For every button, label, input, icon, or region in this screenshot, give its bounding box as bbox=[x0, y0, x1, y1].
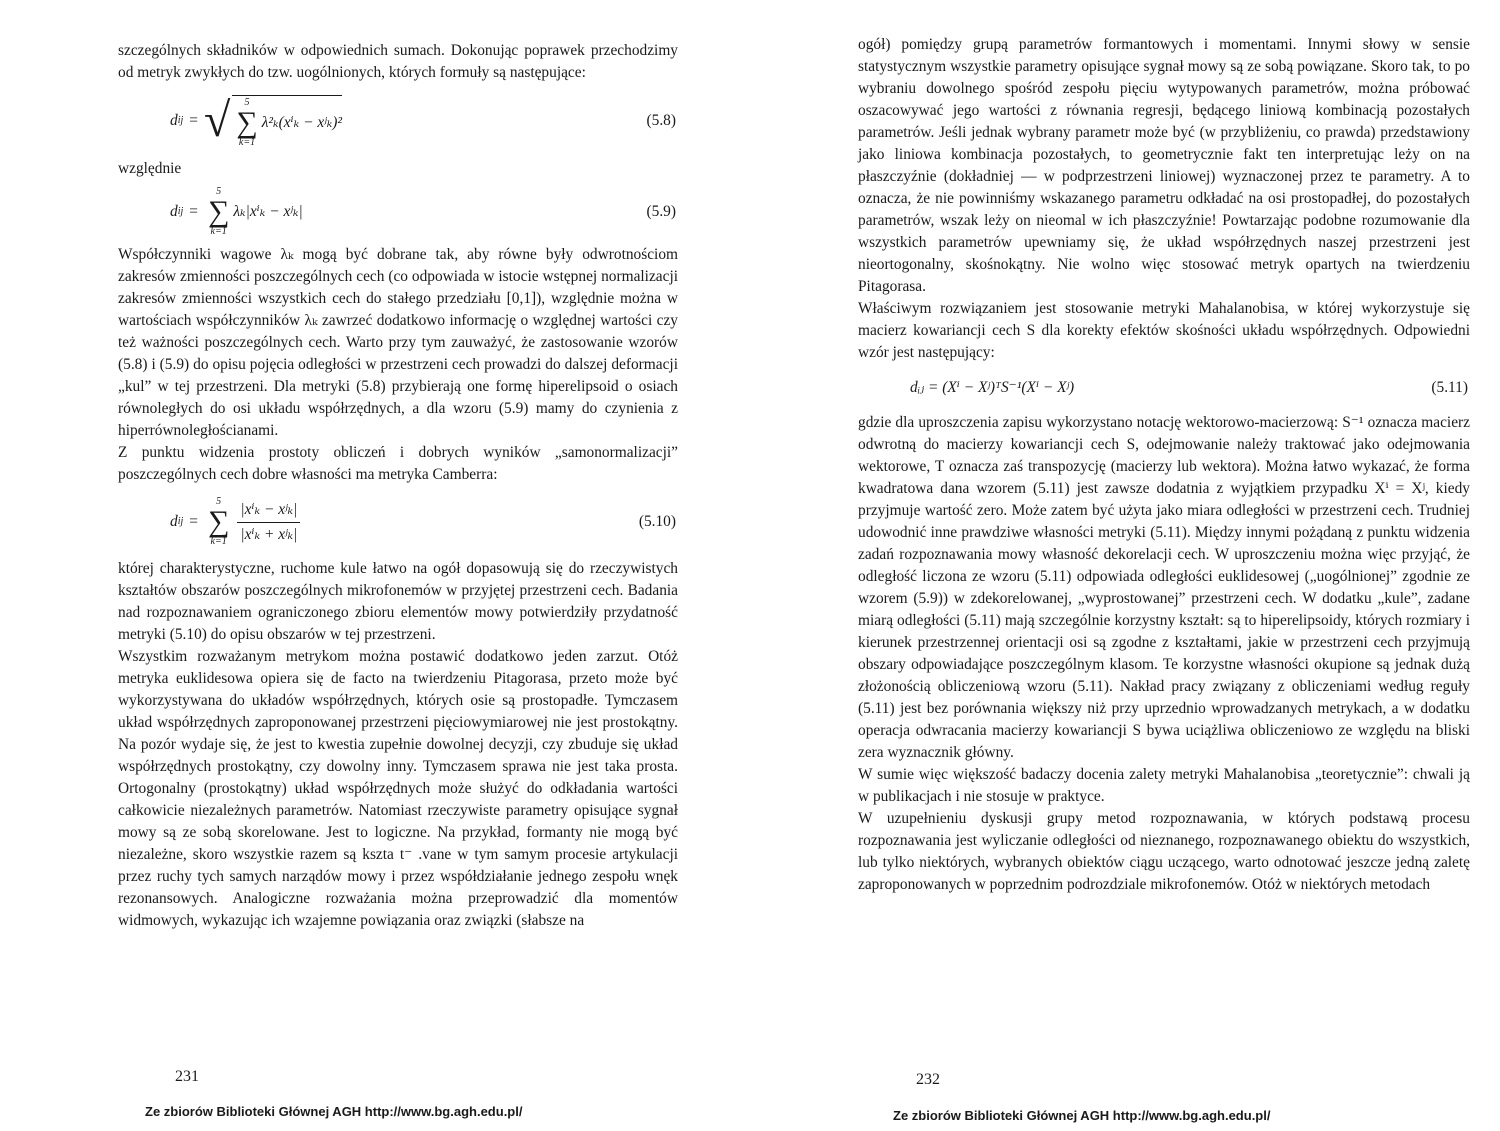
eq510-denominator: |xⁱₖ + xʲₖ| bbox=[240, 525, 298, 543]
eq59-lhs-sub: ij bbox=[177, 206, 184, 217]
footer-left: Ze zbiorów Biblioteki Głównej AGH http://www.bg.agh.edu.pl/ bbox=[145, 1104, 523, 1119]
paragraph-weights: Współczynniki wagowe λₖ mogą być dobrane tak, aby równe były odwrotnościom zakresów zmienności poszczególnych cech (co odpowiada w istocie wstępnej normalizacji zakresów zmienności wszystkich cech do stałego przedziału [0,1]), względnie można w wartościach współczynników λₖ zawrzeć dodatkowo informację o względnej wartości czy też ważności poszczególnych cech. Warto przy tym zauważyć, że zastosowanie wzorów (5.8) i (5.9) do opisu pojęcia odległości w przestrzeni cech prowadzi do dalszej deformacji „kul” w tej przestrzeni. Dla metryki (5.8) przybierają one formę hiperelipsoid o osiach równoległych do osi układu współrzędnych, a dla wzoru (5.9) mamy do czynienia z hiperrównoległościanami. bbox=[118, 246, 678, 439]
text-column-left bbox=[118, 40, 678, 932]
eq510-numerator: |xⁱₖ − xʲₖ| bbox=[237, 499, 300, 523]
paragraph-camberra-balls: której charakterystyczne, ruchome kule łatwo na ogół dopasowują się do rzeczywistych kształtów obszarów poszczególnych mikrofonemów w przyjętej przestrzeni cech. Badania nad rozpoznawaniem ograniczonego zbioru elementów mowy potwierdziły przydatność metryki (5.10) do opisu obszarów w tej przestrzeni. bbox=[118, 560, 678, 643]
eq58-sum-bottom: k=1 bbox=[238, 136, 256, 148]
paragraph-intro: szczególnych składników w odpowiednich sumach. Dokonując poprawek przechodzimy od metryk zwykłych do tzw. uogólnionych, których formuły są następujące: bbox=[118, 42, 678, 81]
eq59-sum: 5 ∑ k=1 bbox=[207, 186, 230, 237]
equation-5-11-number: (5.11) bbox=[1431, 379, 1468, 396]
paragraph-correlation: ogół) pomiędzy grupą parametrów formantowych i momentami. Innymi słowy w sensie statystycznym wszystkie parametry opisujące sygnał mowy są ze sobą powiązane. Skoro tak, to po wybraniu dowolnego spośród zespołu pięciu wytypowanych parametrów, można próbować oszacowywać jego wartości z równania regresji, będącego liniową kombinacją pozostałych parametrów. Jeśli jednak wybrany parametr może być (w przybliżeniu, co prawda) przedstawiony jako liniowa kombinacja pozostałych, to geometrycznie fakt ten interpretując leży on na płaszczyźnie (dokładniej — w podprzestrzeni liniowej) wyznaczonej przez te parametry. A to oznacza, że nie powinniśmy wskazanego parametru odkładać na osi prostopadłej, do pozostałych parametrów, wszak leży on nieomal w ich płaszczyźnie! Powtarzając podobne rozumowanie dla wszystkich parametrów upewniamy się, że układ współrzędnych naszej przestrzeni jest nieortogonalny, skośnokątny. Nie wolno więc stosować metryk opartych na twierdzeniu Pitagorasa. bbox=[858, 36, 1470, 295]
page-right bbox=[750, 0, 1500, 1131]
equation-5-11 bbox=[858, 368, 1470, 408]
paragraph-mahalanobis: Właściwym rozwiązaniem jest stosowanie metryki Mahalanobisa, w której wykorzystuje się macierz kowariancji cech S dla korekty efektów skośności układu współrzędnych. Odpowiedni wzór jest następujący: bbox=[858, 300, 1470, 361]
eq510-equals: = bbox=[189, 513, 198, 530]
eq59-sum-top: 5 bbox=[216, 186, 222, 197]
paragraph-wzglednie: względnie bbox=[118, 160, 182, 177]
paragraph-summary: W sumie więc większość badaczy docenia zalety metryki Mahalanobisa „teoretycznie”: chwali ją w publikacjach i nie stosuje w praktyce. bbox=[858, 766, 1470, 805]
eq510-sum-top: 5 bbox=[216, 496, 222, 507]
eq58-equals: = bbox=[189, 112, 198, 129]
paragraph-objection: Wszystkim rozważanym metrykom można postawić dodatkowo jeden zarzut. Otóż metryka euklidesowa opiera się de facto na twierdzeniu Pitagorasa, przeto może być wykorzystywana do układów współrzędnych, których osie są prostopadłe. Tymczasem układ współrzędnych zaproponowanej przestrzeni pięciowymiarowej nie jest prostokątny. Na pozór wydaje się, że jest to kwestia zupełnie dowolnej decyzji, czy zbuduje się układ współrzędnych prostokątny, czy dowolny inny. Tymczasem sprawa nie jest taka prosta. Ortogonalny (prostokątny) układ współrzędnych może służyć do odkładania wartości całkowicie niezależnych parametrów. Natomiast rzeczywiste parametry opisujące sygnał mowy są ze sobą skorelowane. Jest to logiczne. Na przykład, formanty nie mogą być niezależne, skoro wszystkie razem są kszta t⁻ .vane w tym samym procesie artykulacji przez ruchy tych samych narządów mowy i przez współdziałanie jednego zespołu wnęk rezonansowych. Analogiczne rozważania można przeprowadzić dla momentów widmowych, wykazując ich wzajemne powiązania oraz związki (słabsze na bbox=[118, 648, 678, 929]
equation-5-9-expression bbox=[118, 187, 303, 237]
equation-5-8-expression bbox=[118, 95, 342, 148]
eq58-sum-top: 5 bbox=[244, 96, 250, 108]
page-number-right: 232 bbox=[916, 1071, 940, 1088]
eq59-lhs: d bbox=[170, 203, 178, 220]
eq510-sum: 5 ∑ k=1 bbox=[207, 496, 230, 547]
equation-5-11-expression: dᵢⱼ = (Xⁱ − Xʲ)ᵀS⁻¹(Xⁱ − Xʲ) bbox=[910, 379, 1075, 396]
footer-right: Ze zbiorów Biblioteki Głównej AGH http://www.bg.agh.edu.pl/ bbox=[893, 1108, 1271, 1123]
equation-5-9-number: (5.9) bbox=[646, 203, 676, 220]
eq510-sum-bottom: k=1 bbox=[210, 536, 227, 547]
equation-5-9 bbox=[118, 184, 678, 240]
page-number-left: 231 bbox=[175, 1068, 199, 1085]
equation-5-10-expression bbox=[118, 497, 300, 547]
eq510-lhs-sub: ij bbox=[177, 516, 184, 527]
equation-5-8 bbox=[118, 88, 678, 154]
paragraph-supplement: W uzupełnieniu dyskusji grupy metod rozpoznawania, w których podstawą procesu rozpoznawania jest wyliczanie odległości od nieznanego, rozpoznawanego obiektu do wszystkich, lub tylko niektórych, wybranych obiektów ciągu uczącego, warto odnotować jeszcze jedną zaletę zaproponowanych w poprzednim podrozdziale mikrofonemów. Otóż w niektórych metodach bbox=[858, 810, 1470, 893]
eq58-lhs: d bbox=[170, 112, 178, 129]
eq58-lhs-sub: ij bbox=[177, 115, 184, 126]
paragraph-camberra: Z punktu widzenia prostoty obliczeń i dobrych wyników „samonormalizacji” poszczególnych cech dobre własności ma metryka Camberra: bbox=[118, 444, 678, 483]
eq510-lhs: d bbox=[170, 513, 178, 530]
eq58-sum: 5 ∑ k=1 bbox=[236, 96, 258, 148]
equation-5-8-number: (5.8) bbox=[646, 112, 676, 129]
paragraph-notation: gdzie dla uproszczenia zapisu wykorzystano notację wektorowo-macierzową: S⁻¹ oznacza macierz odwrotną do macierzy kowariancji cech S, odejmowanie należy traktować jako odejmowania wektorowe, T oznacza zaś transpozycję (macierzy lub wektora). Można łatwo wykazać, że forma kwadratowa dana wzorem (5.11) jest zawsze dodatnia z wyjątkiem przypadku Xⁱ = Xʲ, kiedy przyjmuje wartość zero. Może zatem być użyta jako miara odległości w przestrzeni cech. Trudniej udowodnić inne prawdziwe własności metryki (5.11). Między innymi pożądaną z punktu widzenia zadań rozpoznawania mowy własność dekorelacji cech. W uproszczeniu można więc przyjąć, że odległość liczona ze wzoru (5.11) odpowiada odległości euklidesowej („uogólnionej” zgodnie ze wzorem (5.9)) w zdekorelowanej, „wyprostowanej” przestrzeni cech. W dodatku „kule”, zadane miarą odległości (5.11) mają szczególnie korzystny kształt: są to hiperelipsoidy, których rozmiary i kierunek przestrzennej orientacji osi są zgodne z kształtami, jakie w przestrzeni cech przyjmują obszary odpowiadające poszczególnym klasom. Te korzystne własności okupione są jednak dużą złożonością obliczeniową wzoru (5.11). Nakład pracy związany z obliczeniami według reguły (5.11) jest bez porównania większy niż przy uprzednio wprowadzanych metrykach, a w dodatku operacja odwracania macierzy kowariancji S bywa uciążliwa obliczeniowo ze względu na bliski zera wyznacznik główny. bbox=[858, 414, 1470, 761]
sqrt-symbol: √ 5 ∑ k=1 λ²ₖ(xⁱₖ − xʲₖ)² bbox=[203, 94, 343, 148]
equation-5-10-number: (5.10) bbox=[638, 513, 676, 530]
text-column-right bbox=[858, 34, 1470, 896]
eq59-sum-bottom: k=1 bbox=[210, 226, 227, 237]
eq58-term: λ²ₖ(xⁱₖ − xʲₖ)² bbox=[261, 113, 343, 131]
eq510-fraction bbox=[237, 499, 300, 546]
eq59-term: λₖ|xⁱₖ − xʲₖ| bbox=[233, 203, 303, 220]
equation-5-10 bbox=[118, 490, 678, 554]
eq59-equals: = bbox=[189, 203, 198, 220]
